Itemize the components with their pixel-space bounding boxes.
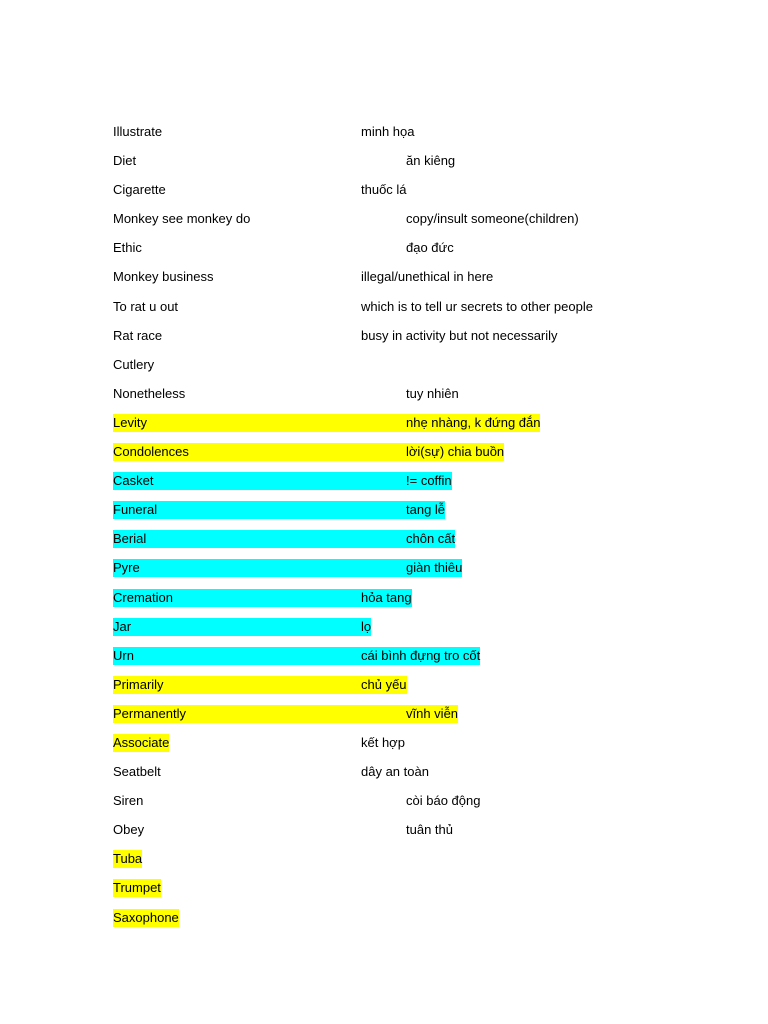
vocab-row	[113, 645, 633, 674]
vocab-meaning: minh họa	[361, 124, 415, 139]
vocab-row	[113, 528, 633, 557]
vocab-meaning: thuốc lá	[361, 182, 407, 198]
vocab-term: Permanently	[113, 705, 406, 723]
vocab-row	[113, 121, 633, 150]
vocab-meaning: tuy nhiên	[406, 385, 459, 401]
vocab-term: Trumpet	[113, 880, 161, 896]
vocab-term: Associate	[113, 734, 170, 750]
vocab-row	[113, 790, 633, 819]
vocab-row	[113, 412, 633, 441]
vocab-row	[113, 587, 633, 616]
vocab-row	[113, 150, 633, 179]
vocab-term: Urn	[113, 647, 361, 665]
vocab-row	[113, 441, 633, 470]
vocab-term: Obey	[113, 822, 145, 838]
vocab-term: Jar	[113, 618, 361, 636]
vocab-row	[113, 703, 633, 732]
vocab-meaning: != coffin	[406, 473, 452, 489]
vocab-term: Rat race	[113, 327, 163, 343]
vocab-meaning: đạo đức	[406, 240, 454, 256]
vocab-meaning: nhẹ nhàng, k đứng đắn	[406, 414, 541, 430]
vocab-row	[113, 296, 633, 325]
vocab-term: Levity	[113, 414, 406, 432]
vocab-row	[113, 877, 633, 906]
vocab-term: Monkey see monkey do	[113, 211, 251, 227]
vocab-meaning: còi báo động	[406, 793, 481, 809]
vocab-term: To rat u out	[113, 298, 179, 314]
vocab-meaning: vĩnh viễn	[406, 705, 459, 721]
vocab-row	[113, 383, 633, 412]
vocab-term: Funeral	[113, 501, 406, 519]
vocab-term: Tuba	[113, 851, 143, 867]
vocab-row	[113, 470, 633, 499]
vocab-meaning: dây an toàn	[361, 764, 429, 780]
vocab-row	[113, 557, 633, 586]
vocab-row	[113, 907, 633, 936]
vocabulary-list	[113, 121, 633, 936]
vocab-row	[113, 179, 633, 208]
vocab-meaning: hỏa tang	[361, 589, 412, 605]
vocab-row	[113, 237, 633, 266]
vocab-meaning: lời(sự) chia buồn	[406, 444, 505, 460]
vocab-row	[113, 208, 633, 237]
vocab-term: Cigarette	[113, 182, 166, 198]
vocab-row	[113, 848, 633, 877]
vocab-term: Illustrate	[113, 124, 163, 139]
vocab-meaning: lọ	[361, 618, 372, 634]
vocab-term: Seatbelt	[113, 764, 161, 780]
vocab-row	[113, 732, 633, 761]
vocab-term: Casket	[113, 472, 406, 490]
vocab-row	[113, 499, 633, 528]
vocab-term: Pyre	[113, 559, 406, 577]
vocab-term: Diet	[113, 153, 137, 169]
vocab-term: Nonetheless	[113, 385, 186, 401]
vocab-meaning: ăn kiêng	[406, 153, 456, 169]
vocab-meaning: copy/insult someone(children)	[406, 211, 579, 227]
vocab-term: Saxophone	[113, 909, 179, 925]
vocab-term: Siren	[113, 793, 144, 809]
vocab-meaning: cái bình đựng tro cốt	[361, 647, 481, 663]
vocab-row	[113, 761, 633, 790]
vocab-row	[113, 266, 633, 295]
vocab-row	[113, 819, 633, 848]
vocab-term: Cremation	[113, 589, 361, 607]
vocab-term: Berial	[113, 530, 406, 548]
vocab-row	[113, 616, 633, 645]
vocab-row	[113, 674, 633, 703]
vocab-meaning: chôn cất	[406, 531, 456, 547]
vocab-term: Cutlery	[113, 356, 155, 372]
vocab-term: Primarily	[113, 676, 361, 694]
vocab-meaning: giàn thiêu	[406, 560, 463, 576]
vocab-term: Monkey business	[113, 269, 214, 285]
vocab-term: Condolences	[113, 443, 406, 461]
vocab-meaning: chủ yếu	[361, 676, 407, 692]
vocab-meaning: busy in activity but not necessarily	[361, 327, 558, 343]
vocab-meaning: tuân thủ	[406, 822, 453, 838]
vocab-meaning: tang lễ	[406, 502, 446, 518]
vocab-row	[113, 325, 633, 354]
vocab-meaning: kết hợp	[361, 734, 405, 750]
vocab-meaning: which is to tell ur secrets to other people	[361, 298, 593, 314]
vocab-row	[113, 354, 633, 383]
vocab-term: Ethic	[113, 240, 142, 256]
vocab-meaning: illegal/unethical in here	[361, 269, 494, 285]
